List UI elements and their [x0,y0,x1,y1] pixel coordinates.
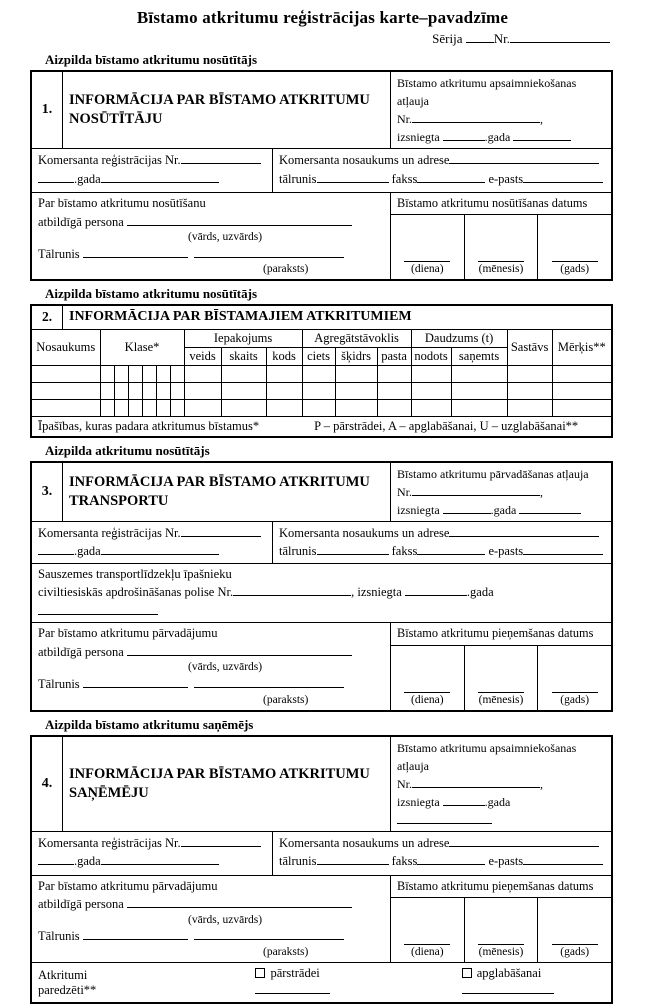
waste-cell[interactable] [507,399,552,416]
s3-responsible-label: atbildīgā persona [38,644,124,659]
col-kods: kods [266,347,302,365]
s4-purpose-row [32,962,611,1002]
waste-cell[interactable] [335,382,377,399]
waste-cell[interactable] [507,365,552,382]
waste-table-header-row1 [32,330,611,348]
s4-year-blank[interactable] [552,932,598,945]
s4-name-surname-hint: (vārds, uzvārds) [188,913,263,926]
s1-phone-blank[interactable] [317,170,389,183]
s3-issued-blank[interactable] [443,501,491,514]
s1-day-box [391,215,464,279]
s1-responsible-intro: Par bīstamo atkritumu nosūtīšanu [38,196,206,210]
s3-insurance-cell [32,564,611,623]
s4-responsible-blank[interactable] [127,895,352,908]
s1-month-label: (mēnesis) [478,263,524,276]
klase-digit-cell[interactable] [100,382,114,399]
col-veids: veids [184,347,221,365]
klase-digit-cell[interactable] [114,365,128,382]
s3-company-row [32,521,611,563]
waste-cell[interactable] [377,365,411,382]
s3-date-title: Bīstamo atkritumu pieņemšanas datums [391,623,611,645]
s4-signature-hint: (paraksts) [263,945,309,958]
s4-number: 4. [41,775,53,791]
s3-reg-cell [32,522,272,563]
section4-box [30,735,613,1004]
waste-row-3 [32,399,611,416]
form-title: Bīstamo atkritumu reģistrācijas karte–pavadzīme [136,8,509,27]
s4-title-row [32,737,611,831]
waste-row-1 [32,365,611,382]
waste-cell[interactable] [377,399,411,416]
s4-reg-gada-label: .gada [74,854,101,869]
s3-date-cell [390,623,611,709]
parstradei-blank[interactable] [255,981,330,994]
klase-digit-cell[interactable] [170,365,184,382]
s4-signature-blank[interactable] [194,927,344,940]
col-nodots: nodots [411,347,451,365]
s1-gada-label: .gada [484,130,511,144]
s1-signature-blank[interactable] [194,245,344,258]
s1-date-columns [391,215,611,279]
col-iepakojums: Iepakojums [184,330,302,348]
klase-digit-cell[interactable] [100,399,114,416]
s3-address-label: Komersanta nosaukums un adrese [279,525,450,540]
s4-phone-label: tālrunis [279,854,317,869]
s4-phone-blank[interactable] [317,852,389,865]
waste-cell[interactable] [451,399,507,416]
s1-responsible-label: atbildīgā persona [38,214,124,229]
s1-permit-title: Bīstamo atkritumu apsaimniekošanas atļauja [397,76,577,108]
s1-year-blank[interactable] [552,249,598,262]
s3-permit-nr-label: Nr. [397,484,412,499]
col-sastavs: Sastāvs [507,330,552,366]
s3-responsible-intro: Par bīstamo atkritumu pārvadājumu [38,626,218,641]
s2-footer-row [32,416,611,436]
s4-month-box [464,898,538,962]
klase-digit-cell[interactable] [100,365,114,382]
s3-fax-blank[interactable] [417,542,485,555]
s3-insurance-issued-blank[interactable] [405,583,467,596]
s3-insurance-line2: civiltiesiskās apdrošināšanas polise Nr. [38,585,234,600]
s4-address-blank[interactable] [449,834,599,847]
s1-gada-blank[interactable] [513,128,571,141]
s3-number: 3. [41,484,53,500]
col-pasta: pasta [377,347,411,365]
waste-table [32,330,611,416]
s4-issued-blank[interactable] [443,793,485,806]
s3-day-blank[interactable] [404,680,450,693]
s1-permit-nr-blank[interactable] [412,110,540,123]
waste-cell[interactable] [266,399,302,416]
s3-reg-gada-label: .gada [74,544,101,559]
waste-cell[interactable] [221,365,266,382]
s3-year-blank[interactable] [552,680,598,693]
s4-address-cell [272,832,611,875]
s3-reg-blank[interactable] [181,524,261,537]
s3-fax-label: fakss [391,544,418,559]
waste-cell[interactable] [552,365,611,382]
s1-phone2-label: Tālrunis [38,246,80,261]
s1-title: INFORMĀCIJA PAR BĪSTAMO ATKRITUMU NOSŪTĪTĀJU [62,72,390,148]
s3-reg-gada-blank[interactable] [101,542,219,555]
s3-phone-label: tālrunis [279,544,317,559]
waste-cell[interactable] [32,365,100,382]
s3-month-box [464,646,538,710]
s4-phone2-label: Tālrunis [38,929,80,944]
s1-date-title: Bīstamo atkritumu nosūtīšanas datums [391,193,611,215]
s3-email-blank[interactable] [523,542,603,555]
s4-date-cell [390,876,611,962]
col-skidrs: šķidrs [335,347,377,365]
klase-digit-cell[interactable] [170,399,184,416]
waste-cell[interactable] [302,382,335,399]
s4-reg-gada-blank[interactable] [101,852,219,865]
waste-cell[interactable] [451,382,507,399]
klase-digit-cell[interactable] [156,382,170,399]
s3-reg-label: Komersanta reģistrācijas Nr. [38,525,181,540]
klase-digit-cell[interactable] [114,399,128,416]
serija-nr-blank[interactable] [510,30,610,43]
s1-address-cell [272,149,611,192]
klase-digit-cell[interactable] [156,365,170,382]
parstradei-label: pārstrādei [270,965,320,980]
waste-row-2 [32,382,611,399]
s2-number: 2. [41,309,53,325]
s3-name-surname-hint: (vārds, uzvārds) [188,661,263,674]
s3-permit-title: Bīstamo atkritumu pārvadāšanas atļauja [397,466,589,481]
s4-gada-blank[interactable] [397,811,492,824]
s3-signature-hint: (paraksts) [263,693,309,706]
s3-insurance-issued: , izsniegta [351,585,402,600]
s1-name-surname-hint: (vārds, uzvārds) [188,231,263,243]
s4-fax-label: fakss [391,854,418,869]
s1-reg-gada-label: .gada [74,171,101,186]
s4-permit-nr-label: Nr. [397,776,412,791]
klase-digit-cell[interactable] [156,399,170,416]
waste-cell[interactable] [552,382,611,399]
waste-cell[interactable] [32,382,100,399]
col-skaits: skaits [221,347,266,365]
s4-day-blank[interactable] [404,932,450,945]
s1-address-blank[interactable] [449,151,599,164]
s4-purpose-opt1 [255,966,371,998]
s4-purpose-label: Atkritumi paredzēti** [38,967,97,997]
s3-address-cell [272,522,611,563]
s3-responsible-cell [32,623,390,709]
s1-reg-blank[interactable] [181,151,261,164]
s1-fax-blank[interactable] [417,170,485,183]
s2-footer-left: Īpašības, kuras padara atkritumus bīstamus* [38,418,260,433]
s1-year-label: (gads) [560,263,590,276]
s4-purpose-opt2 [462,966,605,998]
s4-month-blank[interactable] [478,932,524,945]
s4-email-blank[interactable] [523,852,603,865]
col-ciets: ciets [302,347,335,365]
s1-signature-hint: (paraksts) [263,263,309,276]
s4-address-label: Komersanta nosaukums un adrese [279,835,450,850]
klase-digit-cell[interactable] [142,382,156,399]
s2-title-row [32,306,611,329]
s3-permit-cell [390,463,611,521]
s1-reg-label: Komersanta reģistrācijas Nr. [38,153,181,167]
s4-year-label: (gads) [560,945,590,958]
s1-day-label: (diena) [411,263,444,276]
parstradei-checkbox[interactable] [255,968,265,978]
s1-day-blank[interactable] [404,249,450,262]
s3-issued-label: izsniegta [397,502,440,517]
s3-phone2-label: Tālrunis [38,677,80,692]
s4-permit-comma: , [540,776,543,791]
s1-year-box [537,215,611,279]
s1-email-label: e-pasts [488,171,524,186]
waste-cell[interactable] [411,365,451,382]
s3-year-label: (gads) [560,693,590,706]
s4-reg-label: Komersanta reģistrācijas Nr. [38,835,181,850]
section1-box [30,70,613,281]
section2-box [30,304,613,438]
apglabasanai-label: apglabāšanai [476,965,542,980]
waste-cell[interactable] [266,365,302,382]
s3-date-columns [391,646,611,710]
s1-title-row [32,72,611,148]
s4-fax-blank[interactable] [417,852,485,865]
s4-reg-cell [32,832,272,875]
fill-label-sec3: Aizpilda atkritumu nosūtītājs [45,442,210,458]
waste-cell[interactable] [507,382,552,399]
s1-issued-blank[interactable] [443,128,485,141]
waste-cell[interactable] [221,382,266,399]
s1-date-cell [390,193,611,279]
s2-table-row [32,329,611,416]
klase-digit-cell[interactable] [128,399,142,416]
s1-month-box [464,215,538,279]
s1-permit-comma: , [540,112,543,126]
s4-reg-blank[interactable] [181,834,261,847]
waste-cell[interactable] [377,382,411,399]
col-merkis: Mērķis** [552,330,611,366]
s3-phone-blank[interactable] [317,542,389,555]
s4-gada-label: .gada [484,794,511,809]
s4-email-label: e-pasts [488,854,524,869]
s3-permit-nr-blank[interactable] [412,483,540,496]
s1-fax-label: fakss [391,171,418,186]
s3-reg-year-blank[interactable] [38,542,74,555]
waste-cell[interactable] [184,365,221,382]
s3-responsible-row [32,622,611,709]
waste-cell[interactable] [266,382,302,399]
s4-reg-year-blank[interactable] [38,852,74,865]
serija-label: Sērija [432,31,463,46]
s4-phone2-blank[interactable] [83,927,188,940]
s3-gada-label: .gada [490,502,517,517]
waste-cell[interactable] [552,399,611,416]
col-nosaukums: Nosaukums [32,330,100,366]
s4-responsible-intro: Par bīstamo atkritumu pārvadājumu [38,878,218,893]
klase-digit-cell[interactable] [128,365,142,382]
s2-title: INFORMĀCIJA PAR BĪSTAMAJIEM ATKRITUMIEM [62,306,611,329]
s4-permit-title: Bīstamo atkritumu apsaimniekošanas atļauja [397,740,577,773]
s4-issued-label: izsniegta [397,794,440,809]
s3-signature-blank[interactable] [194,675,344,688]
s1-responsible-cell [32,193,390,279]
s3-phone2-blank[interactable] [83,675,188,688]
s3-insurance-gada-blank[interactable] [38,602,158,615]
serija-blank[interactable] [466,30,494,43]
s4-date-columns [391,898,611,962]
fill-label-sec2: Aizpilda bīstamo atkritumu nosūtītājs [45,286,257,302]
waste-cell[interactable] [302,399,335,416]
s3-gada-blank[interactable] [519,501,581,514]
s1-month-blank[interactable] [478,249,524,262]
s1-number: 1. [41,102,53,118]
s4-permit-nr-blank[interactable] [412,775,540,788]
col-agregatstavoklis: Agregātstāvoklis [302,330,411,348]
s4-date-title: Bīstamo atkritumu pieņemšanas datums [391,876,611,898]
s1-issued-label: izsniegta [397,130,440,144]
s1-reg-gada-blank[interactable] [101,170,219,183]
s4-responsible-cell [32,876,390,962]
s3-insurance-line1: Sauszemes transportlīdzekļu īpašnieku [38,566,232,581]
col-klase: Klase* [100,330,184,366]
fill-label-sec1: Aizpilda bīstamo atkritumu nosūtītājs [45,52,257,67]
s3-title: INFORMĀCIJA PAR BĪSTAMO ATKRITUMU TRANSPORTU [62,463,390,521]
s4-year-box [537,898,611,962]
waste-cell[interactable] [335,399,377,416]
s1-phone2-blank[interactable] [83,245,188,258]
s3-responsible-blank[interactable] [127,643,352,656]
s1-address-label: Komersanta nosaukums un adrese [279,153,450,167]
s3-address-blank[interactable] [449,524,599,537]
waste-cell[interactable] [32,399,100,416]
s4-day-label: (diena) [411,945,444,958]
apglabasanai-blank[interactable] [462,981,554,994]
s3-year-box [537,646,611,710]
s3-day-box [391,646,464,710]
s3-month-blank[interactable] [478,680,524,693]
serija-nr-label: Nr. [493,31,510,46]
s4-responsible-label: atbildīgā persona [38,897,124,912]
klase-digit-cell[interactable] [170,382,184,399]
waste-cell[interactable] [451,365,507,382]
klase-digit-cell[interactable] [142,399,156,416]
klase-digit-cell[interactable] [114,382,128,399]
s3-insurance-row [32,563,611,623]
s4-month-label: (mēnesis) [478,945,524,958]
s1-company-row [32,148,611,192]
waste-cell[interactable] [411,382,451,399]
fill-label-sec4: Aizpilda bīstamo atkritumu saņēmējs [45,716,254,732]
s1-permit-nr-label: Nr. [397,112,412,126]
s1-responsible-blank[interactable] [127,213,352,226]
s3-insurance-gada-label: .gada [466,585,494,600]
serija-line [0,30,610,47]
s1-reg-year-blank[interactable] [38,170,74,183]
waste-cell[interactable] [221,399,266,416]
waste-cell[interactable] [302,365,335,382]
s1-reg-cell [32,149,272,192]
s3-month-label: (mēnesis) [478,693,524,706]
s4-permit-cell [390,737,611,831]
apglabasanai-checkbox[interactable] [462,968,472,978]
s3-email-label: e-pasts [488,544,524,559]
s4-title: INFORMĀCIJA PAR BĪSTAMO ATKRITUMU SAŅĒMĒJU [62,737,390,831]
waste-cell[interactable] [184,382,221,399]
s4-responsible-row [32,875,611,962]
klase-digit-cell[interactable] [142,365,156,382]
s3-policy-blank[interactable] [233,583,351,596]
waste-cell[interactable] [184,399,221,416]
col-daudzums: Daudzums (t) [411,330,507,348]
s3-permit-comma: , [540,484,543,499]
s1-email-blank[interactable] [523,170,603,183]
s4-company-row [32,831,611,875]
s1-phone-label: tālrunis [279,171,317,186]
klase-digit-cell[interactable] [128,382,142,399]
waste-cell[interactable] [411,399,451,416]
s1-responsible-row [32,192,611,279]
waste-cell[interactable] [335,365,377,382]
col-sanemts: saņemts [451,347,507,365]
s2-footer-right: P – pārstrādei, A – apglabāšanai, U – uzglabāšanai** [314,418,579,433]
s3-title-row [32,463,611,521]
s4-day-box [391,898,464,962]
section3-box [30,461,613,712]
s3-day-label: (diena) [411,693,444,706]
s1-permit-cell [390,72,611,148]
